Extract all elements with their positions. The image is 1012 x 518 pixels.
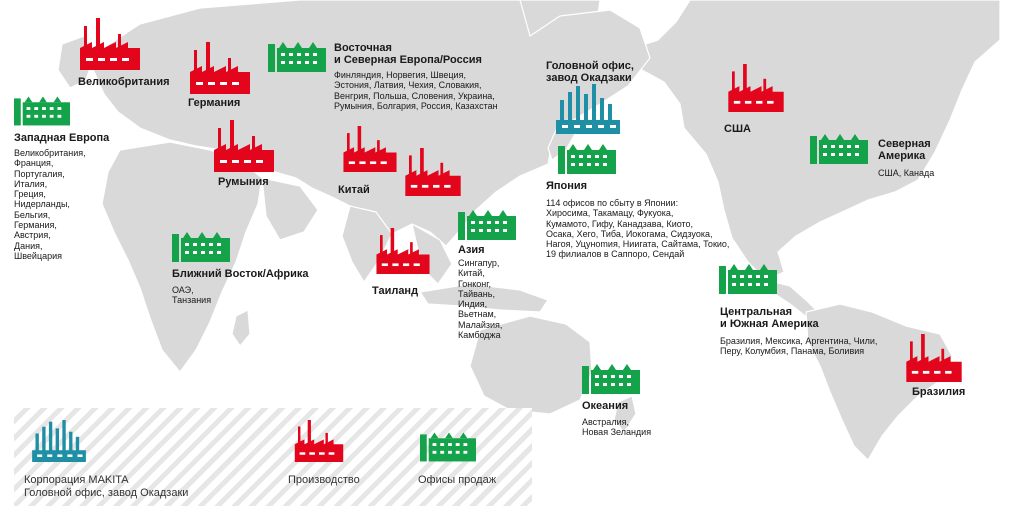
region-title-uk: Великобритания	[78, 76, 170, 88]
region-title-oceania: Океания	[582, 400, 629, 412]
office-green-icon	[582, 362, 640, 394]
east-europe-countries-2: Эстония, Латвия, Чехия, Словакия,	[334, 80, 482, 91]
mideast-country-1: ОАЭ,	[172, 285, 194, 295]
hq-title-line1: Головной офис,	[546, 60, 634, 72]
mideast-country-2: Танзания	[172, 295, 212, 306]
region-west-europe	[14, 132, 109, 261]
factory-red-icon	[78, 18, 142, 70]
region-title-japan: Япония	[546, 180, 588, 192]
country-item: Бельгия,	[14, 209, 51, 220]
country-item: Австрия,	[14, 230, 51, 241]
region-title-mideast-africa: Ближний Восток/Африка	[172, 268, 309, 280]
madagascar-shape	[232, 310, 250, 346]
region-north-america	[878, 138, 934, 178]
legend-hq-label	[24, 474, 188, 500]
country-item: Камбоджа	[458, 330, 501, 341]
country-item: Греция,	[14, 189, 46, 200]
region-east-north-europe	[334, 42, 498, 111]
office-green-icon	[458, 208, 516, 240]
office-green-icon	[268, 40, 326, 72]
country-item: Гонконг,	[458, 278, 491, 289]
legend-hq-line2: Головной офис, завод Окадзаки	[24, 487, 189, 499]
region-title-north-america-1: Северная	[878, 138, 931, 150]
west-europe-country-list	[14, 148, 109, 261]
office-green-icon	[810, 132, 868, 164]
region-title-brazil: Бразилия	[912, 386, 966, 398]
country-item: Малайзия,	[458, 319, 503, 330]
region-mideast-africa	[172, 268, 309, 306]
factory-red-icon	[338, 126, 402, 172]
headquarters-teal-icon	[556, 84, 620, 134]
factory-red-icon	[212, 120, 276, 172]
country-item: Индия,	[458, 299, 488, 310]
japan-line: Нагоя, Уцунomия, Ниигата, Сайтама, Токио,	[546, 239, 730, 250]
region-asia	[458, 244, 502, 340]
legend-hq-line1: Корпорация MAKITA	[24, 474, 129, 486]
region-title-asia: Азия	[458, 244, 485, 256]
arabia-shape	[262, 178, 318, 240]
region-title-usa: США	[724, 123, 751, 135]
latam-countries-2: Перу, Колумбия, Панама, Боливия	[720, 346, 865, 357]
legend-production-label: Производство	[288, 474, 360, 486]
east-europe-countries-4: Румыния, Болгария, Россия, Казахстан	[334, 100, 498, 111]
country-item: Италия,	[14, 178, 48, 189]
country-item: Дания,	[14, 240, 43, 251]
region-latam	[720, 306, 877, 357]
office-green-icon	[172, 230, 230, 262]
factory-red-icon	[902, 334, 966, 382]
country-item: Нидерланды,	[14, 199, 70, 210]
region-title-latam-2: и Южная Америка	[720, 318, 819, 330]
region-title-west-europe: Западная Европа	[14, 132, 110, 144]
north-america-countries: США, Канада	[878, 168, 935, 178]
country-item: Франция,	[14, 158, 54, 169]
region-title-thailand: Таиланд	[372, 285, 419, 297]
legend-headquarters-icon	[26, 420, 92, 462]
region-title-latam-1: Центральная	[720, 306, 793, 318]
country-item: Сингапур,	[458, 258, 500, 268]
japan-line: Кумамото, Гифу, Канадзава, Киото,	[546, 218, 694, 229]
country-item: Китай,	[458, 268, 485, 279]
legend-sales-icon	[420, 430, 476, 462]
east-europe-countries-1: Финляндия, Норвегия, Швеция,	[334, 70, 466, 80]
region-japan	[546, 180, 729, 260]
latam-countries-1: Бразилия, Мексика, Аргентина, Чили,	[720, 336, 878, 346]
legend-sales-label: Офисы продаж	[418, 474, 497, 486]
oceania-country-1: Австралия,	[582, 417, 629, 427]
office-green-icon	[718, 262, 778, 294]
hq-title	[546, 60, 634, 84]
region-title-china: Китай	[338, 184, 370, 196]
japan-office-list	[546, 198, 729, 260]
legend-production-icon	[288, 420, 350, 462]
office-green-icon	[558, 142, 616, 174]
country-item: Германия,	[14, 220, 57, 231]
factory-red-icon	[372, 228, 434, 274]
east-europe-countries-3: Венгрия, Польша, Словения, Украина,	[334, 90, 495, 101]
hq-title-line2: завод Окадзаки	[546, 72, 632, 84]
oceania-country-2: Новая Зеландия	[582, 427, 652, 438]
region-title-romania: Румыния	[218, 176, 269, 188]
japan-line: Хиросима, Такамацу, Фукуока,	[546, 208, 674, 219]
region-title-north-america-2: Америка	[878, 150, 926, 162]
country-item: Вьетнам,	[458, 309, 497, 320]
country-item: Великобритания,	[14, 148, 86, 158]
region-title-east-europe-2: и Северная Европа/Россия	[334, 54, 482, 66]
region-title-germany: Германия	[188, 97, 241, 109]
region-oceania	[582, 400, 651, 438]
japan-line: 114 офисов по сбыту в Японии:	[546, 198, 679, 208]
factory-red-icon	[188, 42, 252, 94]
japan-line: 19 филиалов в Саппоро, Сендай	[546, 249, 685, 260]
country-item: Тайвань,	[458, 288, 495, 299]
office-green-icon	[14, 94, 70, 126]
region-title-east-europe-1: Восточная	[334, 42, 392, 54]
factory-red-icon	[724, 64, 788, 112]
country-item: Португалия,	[14, 168, 65, 179]
japan-line: Осака, Хего, Тиба, Иокогама, Сидзуока,	[546, 228, 713, 239]
country-item: Швейцария	[14, 250, 63, 261]
factory-red-icon	[400, 148, 466, 196]
asia-country-list	[458, 258, 502, 340]
